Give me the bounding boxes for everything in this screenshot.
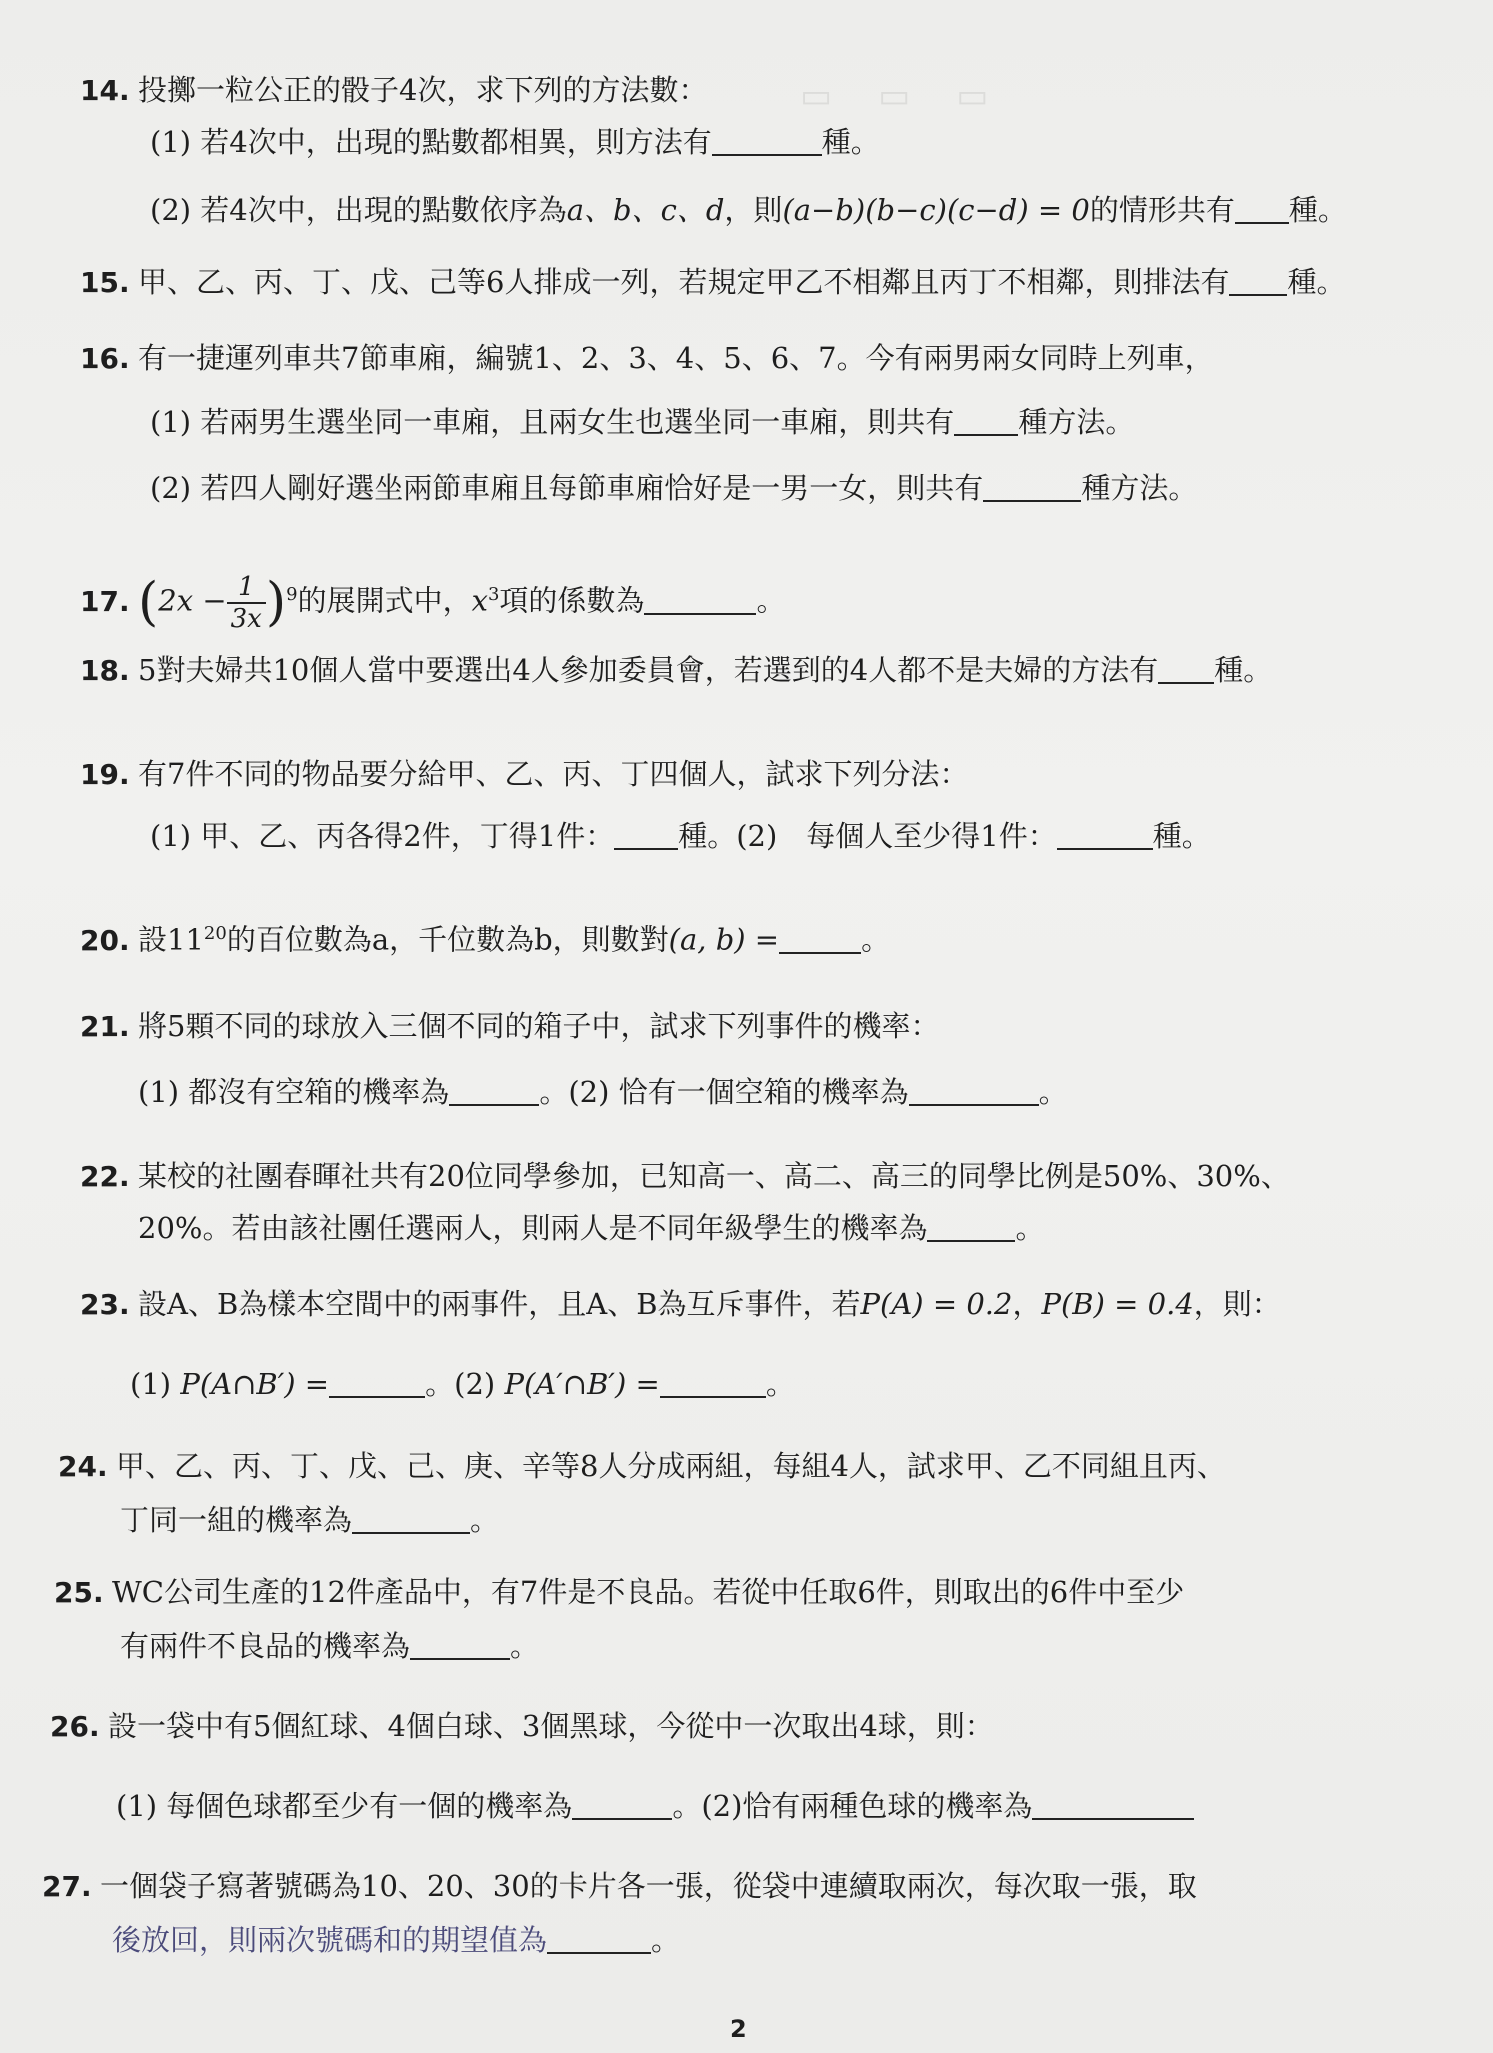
question-number: 24. xyxy=(58,1450,108,1483)
question-number: 14. xyxy=(80,74,130,107)
part-1-suffix: 。 xyxy=(539,1075,569,1109)
part-2-label: (2) xyxy=(454,1367,496,1401)
numerator: 1 xyxy=(227,572,266,604)
answer-blank-2[interactable] xyxy=(660,1366,766,1398)
right-paren: ) xyxy=(265,572,287,633)
question-number: 19. xyxy=(80,758,130,791)
question-line-2: 20%。若由該社團任選兩人，則兩人是不同年級學生的機率為 xyxy=(138,1211,928,1245)
answer-blank-1[interactable] xyxy=(329,1366,425,1398)
part-text: (2) 若4次中，出現的點數依序為 xyxy=(150,193,567,227)
part-1-suffix: 。 xyxy=(425,1367,455,1401)
question-stem-end: ，則： xyxy=(1193,1287,1281,1321)
fraction xyxy=(227,572,266,634)
question-number: 16. xyxy=(80,342,130,375)
question-16-part-1 xyxy=(150,402,1134,442)
math-lead: 2x − xyxy=(158,583,227,618)
question-suffix: 。 xyxy=(510,1629,540,1663)
answer-blank-1[interactable] xyxy=(572,1788,672,1820)
question-24 xyxy=(58,1446,1418,1487)
part-2-expression: P(A′∩B′) = xyxy=(504,1367,660,1401)
answer-blank[interactable] xyxy=(352,1502,470,1534)
part-suffix: 種。 xyxy=(821,125,880,159)
bleed-through-header: ▭ ▭ ▭ xyxy=(800,76,995,116)
question-25-line-2 xyxy=(120,1626,539,1666)
probability-b: P(B) = 0.4 xyxy=(1041,1287,1194,1321)
question-line-2: 丁同一組的機率為 xyxy=(120,1503,353,1537)
question-stem: 設A、B為樣本空間中的兩事件，且A、B為互斥事件，若 xyxy=(138,1287,861,1321)
question-number: 20. xyxy=(80,923,130,957)
question-line-1: 某校的社團春暉社共有20位同學參加，已知高一、高二、高三的同學比例是50%、30%、 xyxy=(138,1159,1290,1193)
question-line-1: WC公司生產的12件產品中，有7件是不良品。若從中任取6件，則取出的6件中至少 xyxy=(112,1575,1185,1609)
part-1-text: (1) 都沒有空箱的機率為 xyxy=(138,1075,450,1109)
question-27 xyxy=(42,1866,1402,1907)
question-text: 5對夫婦共10個人當中要選出4人參加委員會，若選到的4人都不是夫婦的方法有 xyxy=(138,653,1159,687)
question-line-2: 有兩件不良品的機率為 xyxy=(120,1629,411,1663)
question-14-part-1 xyxy=(150,122,880,162)
question-line-1: 甲、乙、丙、丁、戊、己、庚、辛等8人分成兩組，每組4人，試求甲、乙不同組且丙、 xyxy=(116,1449,1226,1483)
question-suffix: 。 xyxy=(470,1503,500,1537)
part-text: (2) 若四人剛好選坐兩節車廂且每節車廂恰好是一男一女，則共有 xyxy=(150,471,984,505)
answer-blank[interactable] xyxy=(712,124,822,156)
question-27-line-2 xyxy=(112,1920,680,1960)
part-suffix: 種。 xyxy=(1288,193,1347,227)
denominator: 3x xyxy=(230,603,262,634)
question-suffix: 。 xyxy=(651,1923,681,1957)
part-suffix: 種方法。 xyxy=(1081,471,1198,505)
answer-blank-1[interactable] xyxy=(449,1074,539,1106)
question-number: 17. xyxy=(80,584,130,618)
question-line-1: 一個袋子寫著號碼為10、20、30的卡片各一張，從袋中連續取兩次，每次取一張，取 xyxy=(100,1869,1197,1903)
separator: ， xyxy=(1012,1287,1042,1321)
question-19-parts xyxy=(150,816,1211,856)
part-text: (1) 若4次中，出現的點數都相異，則方法有 xyxy=(150,125,712,159)
question-20 xyxy=(80,914,1440,961)
question-stem: 將5顆不同的球放入三個不同的箱子中，試求下列事件的機率： xyxy=(138,1009,940,1043)
part-2-suffix: 種。 xyxy=(1152,819,1211,853)
part-2-suffix: 。 xyxy=(1038,1075,1068,1109)
question-stem: 有7件不同的物品要分給甲、乙、丙、丁四個人，試求下列分法： xyxy=(138,757,969,791)
answer-blank[interactable] xyxy=(644,583,756,615)
question-22-line-2 xyxy=(138,1208,1044,1248)
question-text: 設11 xyxy=(138,922,204,957)
answer-blank[interactable] xyxy=(1235,192,1289,224)
part-2-text: (2) 每個人至少得1件： xyxy=(736,819,1057,853)
question-number: 23. xyxy=(80,1288,130,1321)
answer-blank[interactable] xyxy=(954,404,1018,436)
question-text: 甲、乙、丙、丁、戊、己等6人排成一列，若規定甲乙不相鄰且丙丁不相鄰，則排法有 xyxy=(138,265,1230,299)
part-1-label: (1) xyxy=(130,1367,172,1401)
question-number: 22. xyxy=(80,1160,130,1193)
part-2-suffix: 。 xyxy=(765,1367,795,1401)
part-2-text: (2)恰有兩種色球的機率為 xyxy=(701,1789,1033,1823)
question-16 xyxy=(80,338,1440,379)
question-23 xyxy=(80,1284,1440,1325)
question-18 xyxy=(80,650,1440,691)
question-line-2: 後放回，則兩次號碼和的期望值為 xyxy=(112,1923,548,1957)
answer-blank[interactable] xyxy=(927,1210,1015,1242)
question-number: 18. xyxy=(80,654,130,687)
answer-blank-2[interactable] xyxy=(909,1074,1039,1106)
exponent: 9 xyxy=(286,584,298,605)
question-24-line-2 xyxy=(120,1500,499,1540)
left-paren: ( xyxy=(138,572,159,633)
part-suffix: 種方法。 xyxy=(1018,405,1135,439)
question-number: 15. xyxy=(80,266,130,299)
question-14 xyxy=(80,70,1440,111)
answer-blank[interactable] xyxy=(1158,652,1214,684)
math-variables: a、b、c、d xyxy=(566,193,725,227)
question-text-post: 項的係數為 xyxy=(499,583,645,618)
question-text-mid: 的百位數為a，千位數為b，則數對 xyxy=(226,922,669,957)
question-19 xyxy=(80,754,1440,795)
question-21 xyxy=(80,1006,1440,1047)
answer-blank-2[interactable] xyxy=(1057,818,1153,850)
question-15 xyxy=(80,262,1440,303)
math-expression: (a−b)(b−c)(c−d) = 0 xyxy=(782,193,1090,227)
part-1-expression: P(A∩B′) = xyxy=(180,1367,330,1401)
question-16-part-2 xyxy=(150,468,1197,508)
question-suffix: 種。 xyxy=(1214,653,1273,687)
answer-blank-2[interactable] xyxy=(1032,1788,1194,1820)
part-1-text: (1) 每個色球都至少有一個的機率為 xyxy=(116,1789,573,1823)
part-text-post: 的情形共有 xyxy=(1089,193,1235,227)
question-suffix: 。 xyxy=(861,922,891,957)
question-17 xyxy=(80,560,1440,638)
question-suffix: 。 xyxy=(1015,1211,1045,1245)
question-stem: 設一袋中有5個紅球、4個白球、3個黑球，今從中一次取出4球，則： xyxy=(108,1709,994,1743)
question-23-parts xyxy=(130,1364,795,1404)
term-variable: x xyxy=(471,583,488,618)
question-22 xyxy=(80,1156,1440,1197)
question-number: 25. xyxy=(54,1576,104,1609)
term-exponent: 3 xyxy=(487,584,500,605)
question-text: 的展開式中， xyxy=(297,583,472,618)
question-stem: 投擲一粒公正的骰子4次，求下列的方法數： xyxy=(138,73,708,107)
page-number: 2 xyxy=(730,2015,747,2043)
answer-blank[interactable] xyxy=(779,922,861,954)
part-1-text: (1) 甲、乙、丙各得2件，丁得1件： xyxy=(150,819,615,853)
part-text-mid: ，則 xyxy=(724,193,783,227)
question-26-parts xyxy=(116,1786,1194,1826)
question-26 xyxy=(50,1706,1410,1747)
question-stem: 有一捷運列車共7節車廂，編號1、2、3、4、5、6、7。今有兩男兩女同時上列車， xyxy=(138,341,1214,375)
part-1-suffix: 種。 xyxy=(678,819,737,853)
part-text: (1) 若兩男生選坐同一車廂，且兩女生也選坐同一車廂，則共有 xyxy=(150,405,955,439)
answer-blank[interactable] xyxy=(410,1628,510,1660)
question-number: 26. xyxy=(50,1710,100,1743)
math-expression: (a, b) = xyxy=(668,922,780,957)
part-2-text: (2) 恰有一個空箱的機率為 xyxy=(568,1075,909,1109)
question-suffix: 。 xyxy=(756,583,786,618)
question-number: 21. xyxy=(80,1010,130,1043)
answer-blank[interactable] xyxy=(983,470,1081,502)
question-number: 27. xyxy=(42,1870,92,1903)
exponent: 20 xyxy=(203,923,227,944)
answer-blank-1[interactable] xyxy=(614,818,678,850)
answer-blank[interactable] xyxy=(1229,264,1287,296)
question-25 xyxy=(54,1572,1414,1613)
probability-a: P(A) = 0.2 xyxy=(860,1287,1013,1321)
part-1-suffix: 。 xyxy=(672,1789,702,1823)
question-suffix: 種。 xyxy=(1287,265,1346,299)
answer-blank[interactable] xyxy=(547,1922,651,1954)
question-14-part-2 xyxy=(150,190,1347,230)
question-21-parts xyxy=(138,1072,1068,1112)
